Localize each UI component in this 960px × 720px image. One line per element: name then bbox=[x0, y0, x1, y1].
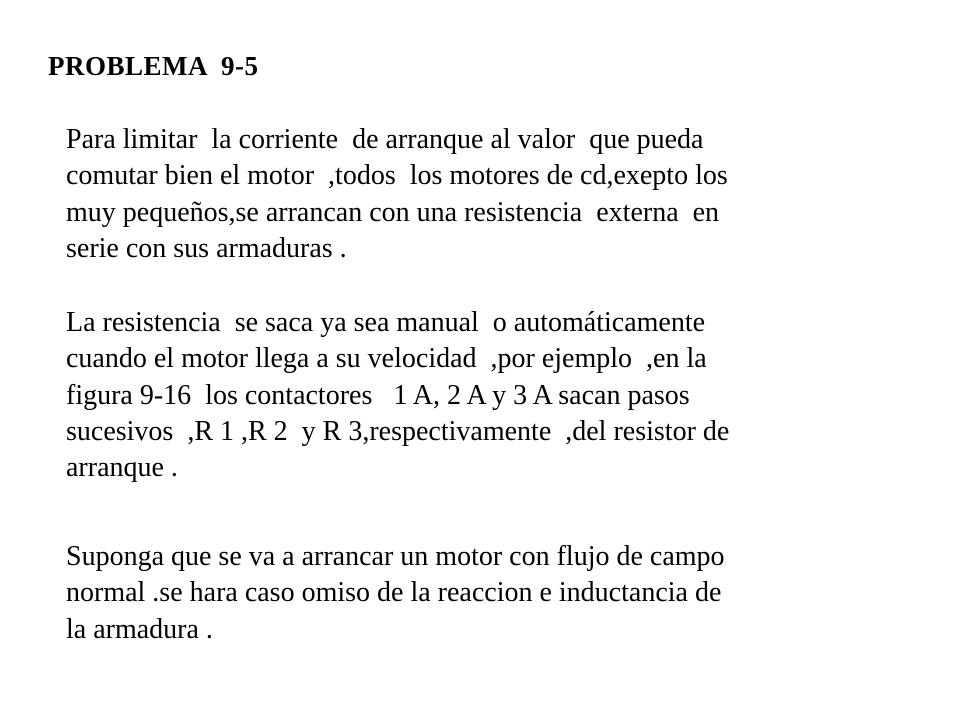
text-line: Suponga que se va a arrancar un motor con flujo de campo bbox=[66, 541, 725, 572]
text-line: Para limitar la corriente de arranque al valor que pueda bbox=[66, 124, 704, 155]
text-line: figura 9-16 los contactores 1 A, 2 A y 3 A sacan pasos bbox=[66, 379, 690, 411]
paragraph-resistance bbox=[66, 305, 729, 486]
text-line: serie con sus armaduras . bbox=[66, 232, 347, 264]
paragraph-assumption bbox=[66, 539, 725, 648]
text-line: muy pequeños,se arrancan con una resistencia externa en bbox=[66, 196, 720, 228]
text-line: normal .se hara caso omiso de la reaccion e inductancia de bbox=[66, 577, 722, 609]
text-line: la armadura . bbox=[66, 613, 213, 645]
problem-title: PROBLEMA 9-5 bbox=[48, 51, 259, 81]
text-line: cuando el motor llega a su velocidad ,por ejemplo ,en la bbox=[66, 343, 707, 375]
text-line: La resistencia se saca ya sea manual o automáticamente bbox=[66, 307, 706, 338]
text-line: comutar bien el motor ,todos los motores de cd,exepto los bbox=[66, 160, 728, 192]
text-line: arranque . bbox=[66, 452, 178, 484]
text-line: sucesivos ,R 1 ,R 2 y R 3,respectivamente ,del resistor de bbox=[66, 415, 730, 447]
paragraph-intro bbox=[66, 122, 728, 267]
